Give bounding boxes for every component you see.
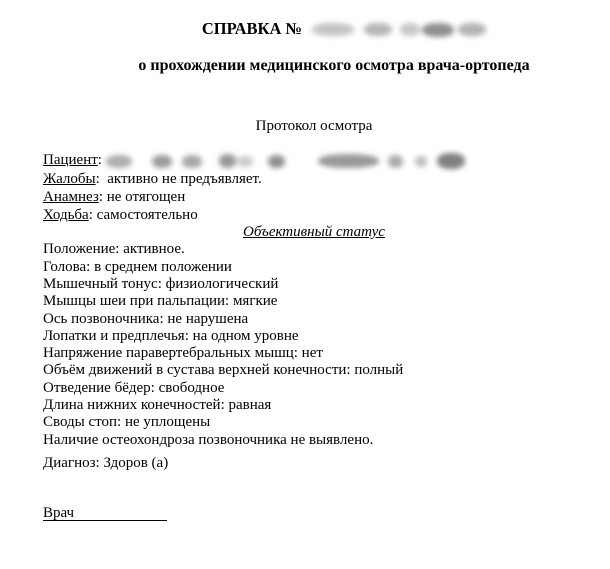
redacted-patient-info <box>106 152 465 170</box>
redacted-certificate-number <box>309 22 486 38</box>
field-value-walking: самостоятельно <box>92 207 198 224</box>
certificate-subtitle: о прохождении медицинского осмотра врача-ортопеда <box>138 57 530 74</box>
status-line: Голова: в среднем положении <box>43 258 232 275</box>
status-line: Мышцы шеи при пальпации: мягкие <box>43 293 278 310</box>
field-row-walking <box>43 206 585 224</box>
doctor-signature-row <box>43 505 585 522</box>
status-line: Положение: активное. <box>43 241 185 258</box>
field-label-patient: Пациент <box>43 151 98 168</box>
status-line: Напряжение паравертебральных мышц: нет <box>43 345 323 362</box>
status-line: Мышечный тонус: физиологический <box>43 275 279 292</box>
diagnosis-line: Диагноз: Здоров (а) <box>43 454 169 471</box>
field-colon: : <box>98 189 103 206</box>
field-row-patient <box>43 151 585 171</box>
status-line: Лопатки и предплечья: на одном уровне <box>43 327 299 344</box>
certificate-title <box>103 20 585 38</box>
status-lines <box>43 241 585 449</box>
doctor-label: Врач <box>43 505 75 522</box>
status-line: Своды стоп: не уплощены <box>43 414 211 431</box>
status-line: Длина нижних конечностей: равная <box>43 397 272 414</box>
certificate-title-text: СПРАВКА № <box>201 19 303 38</box>
status-line: Объём движений в сустава верхней конечности: полный <box>43 362 404 379</box>
field-label-complaints: Жалобы <box>43 171 96 188</box>
status-line: Ось позвоночника: не нарушена <box>43 310 249 327</box>
protocol-heading: Протокол осмотра <box>255 118 373 135</box>
status-line: Отведение бёдер: свободное <box>43 379 225 396</box>
field-value-anamnesis: не отягощен <box>102 189 186 206</box>
field-value-complaints: активно не предъявляет. <box>99 171 262 188</box>
objective-status-heading: Объективный статус <box>243 224 385 241</box>
field-row-anamnesis <box>43 188 585 206</box>
field-colon: : <box>88 207 93 224</box>
field-colon: : <box>97 151 102 168</box>
field-colon: : <box>95 171 100 188</box>
field-row-complaints <box>43 170 585 188</box>
patient-fields <box>43 151 585 225</box>
status-line: Наличие остеохондроза позвоночника не выявлено. <box>43 431 374 448</box>
field-label-anamnesis: Анамнез <box>43 189 99 206</box>
signature-line <box>43 506 167 521</box>
field-label-walking: Ходьба <box>43 207 89 224</box>
